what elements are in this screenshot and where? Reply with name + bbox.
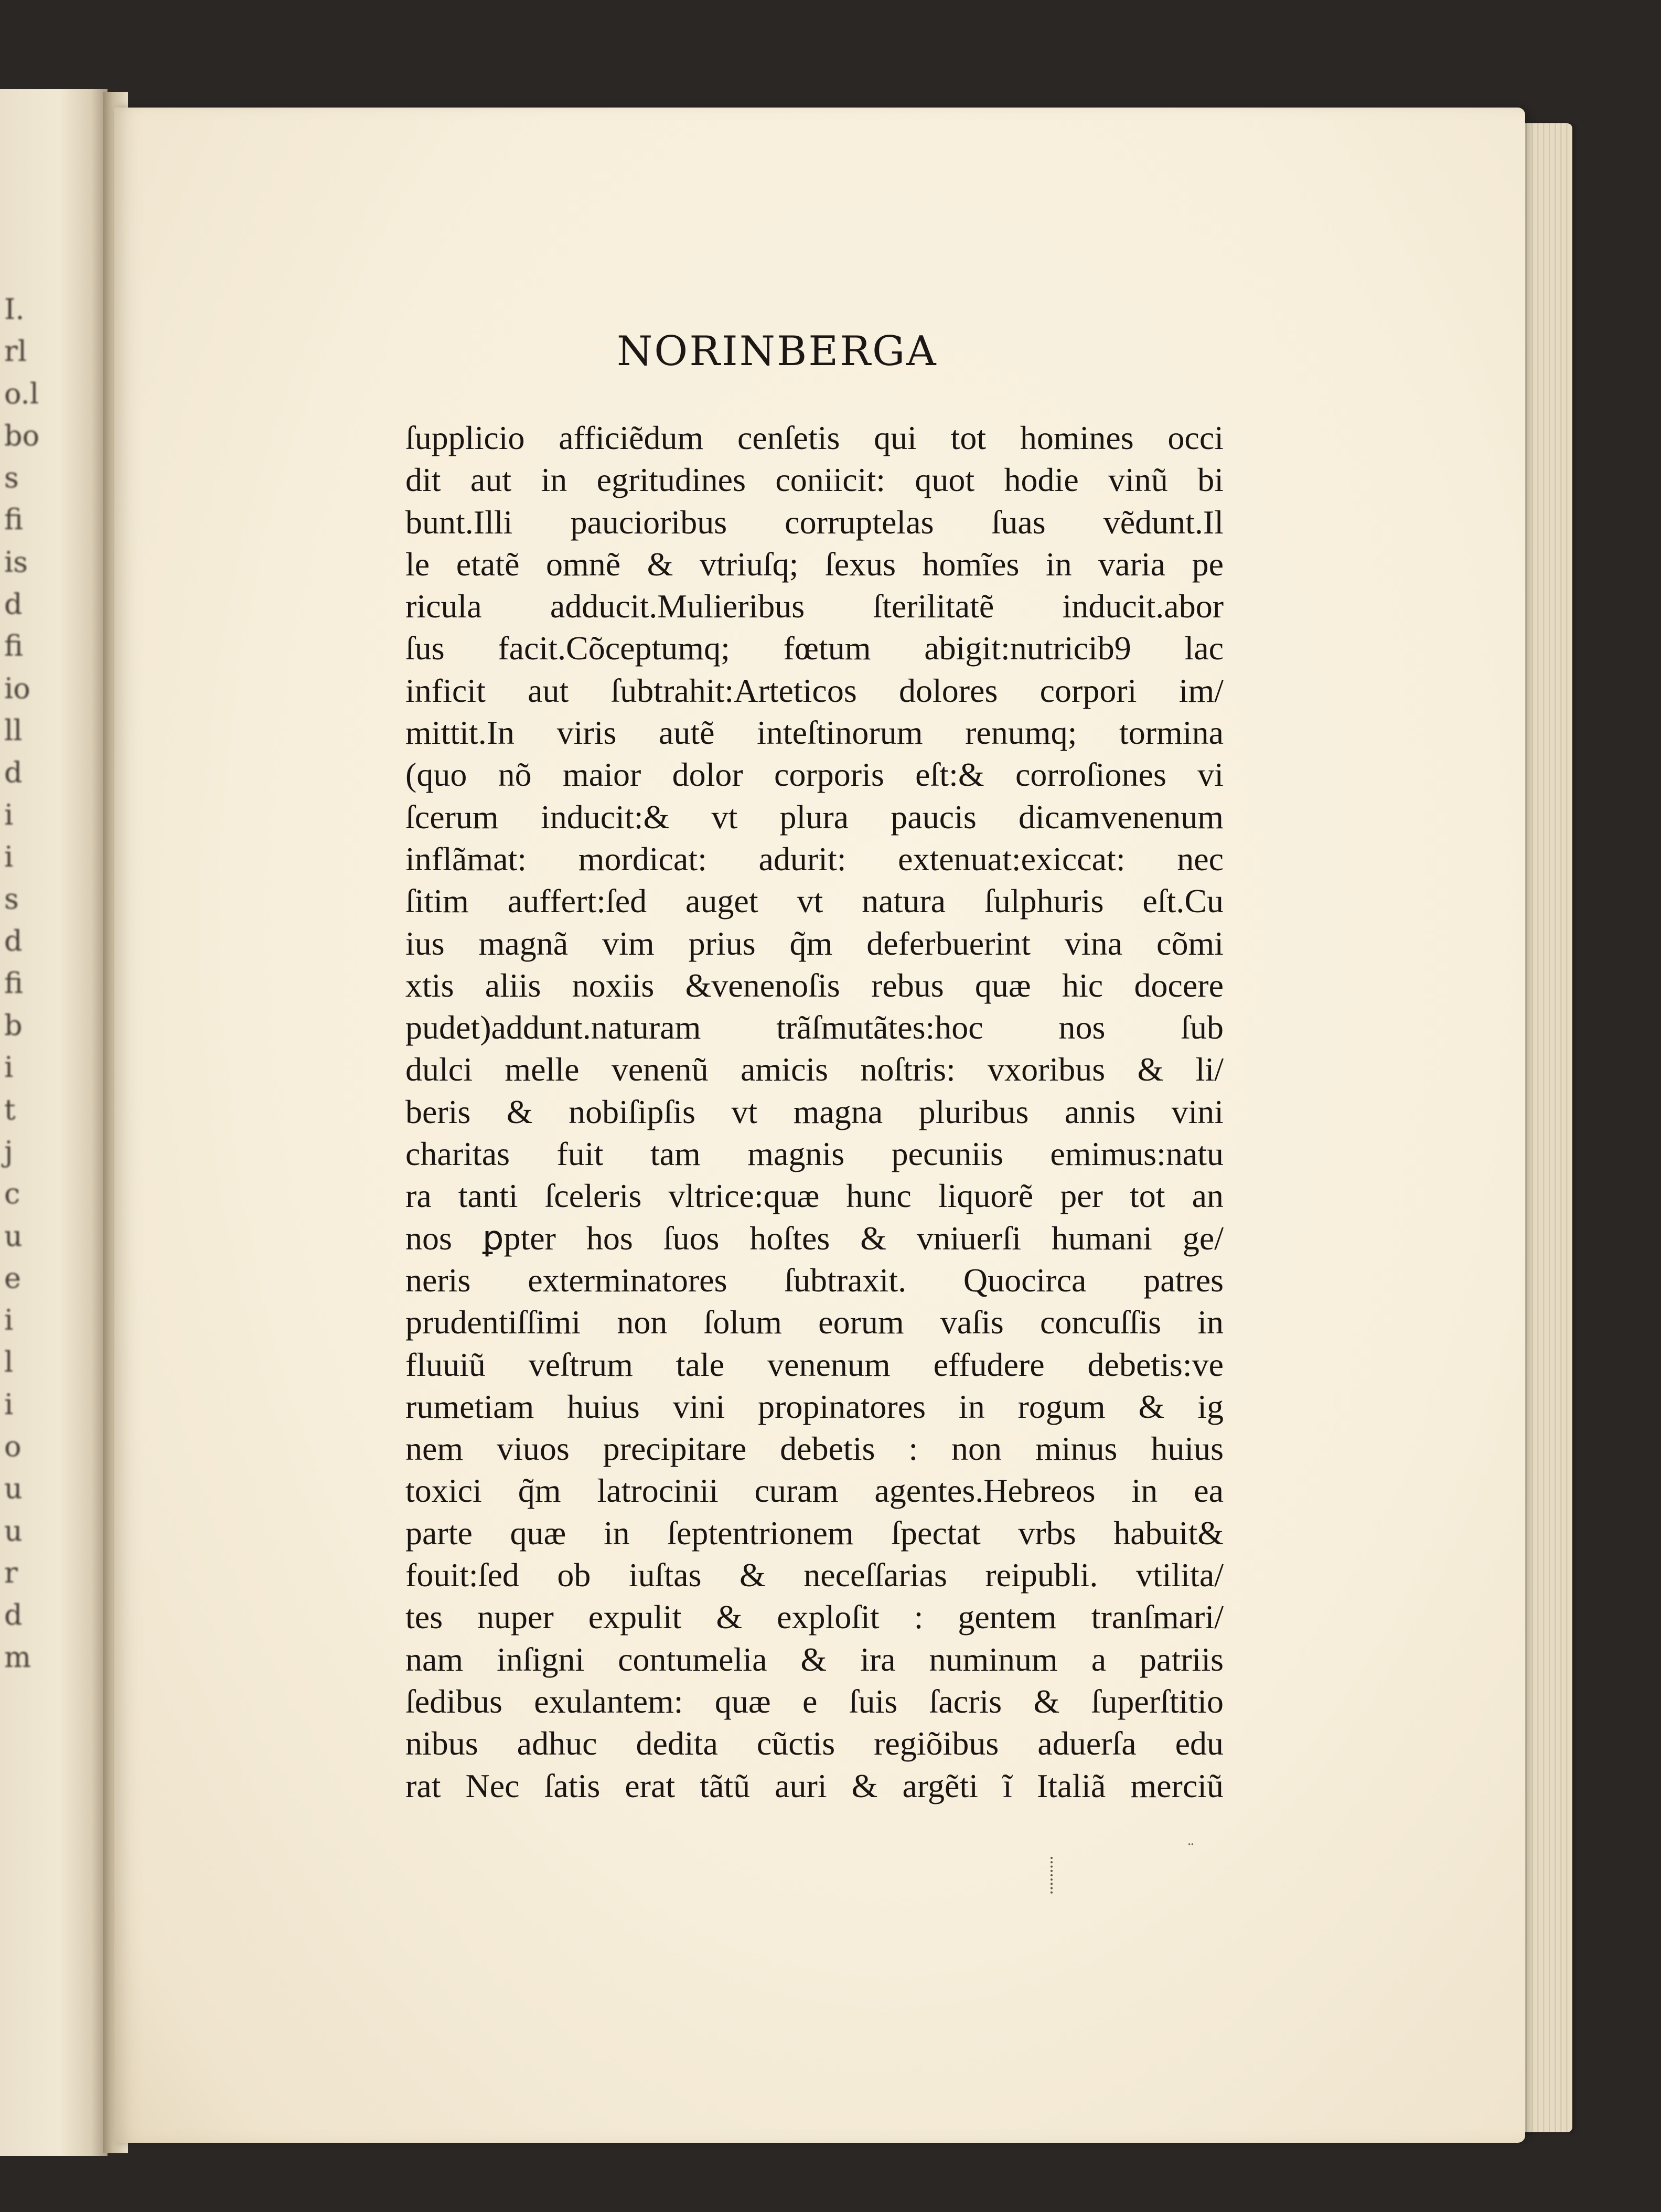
text-line: dulci melle venenũ amicis noſtris: vxoribus & li/ xyxy=(405,1051,1224,1088)
text-line: ra tanti ſceleris vltrice:quæ hunc liquorẽ per tot an xyxy=(405,1177,1224,1215)
left-page-fragment: bo xyxy=(4,419,40,452)
text-line: nos ꝑpter hos ſuos hoſtes & vniuerſi humani ge/ xyxy=(405,1219,1224,1257)
text-line: toxici q̃m latrocinii curam agentes.Hebreos in ea xyxy=(405,1472,1224,1510)
left-page-fragment: fi xyxy=(4,503,24,537)
text-line: ſupplicio afficiẽdum cenſetis qui tot homines occi xyxy=(405,419,1224,456)
left-page-fragment: i xyxy=(4,798,14,831)
text-line: le etatẽ omnẽ & vtriuſq; ſexus homĩes in varia pe xyxy=(405,545,1224,583)
left-page-fragment: s xyxy=(4,882,19,916)
text-line: inflãmat: mordicat: adurit: extenuat:exiccat: nec xyxy=(405,840,1224,878)
running-head: NORINBERGA xyxy=(617,328,938,375)
text-line: nem viuos precipitare debetis : non minus huius xyxy=(405,1430,1224,1468)
left-page-fragment: u xyxy=(4,1514,23,1547)
text-line: neris exterminatores ſubtraxit. Quocirca patres xyxy=(405,1261,1224,1299)
left-page-fragment: r xyxy=(4,1556,18,1589)
left-page-fragments xyxy=(4,288,88,1679)
left-page-fragment: i xyxy=(4,1303,14,1337)
text-line: rat Nec ſatis erat tãtũ auri & argẽti ĩ Italiã merciũ xyxy=(405,1767,1224,1804)
text-line: bunt.Illi paucioribus corruptelas ſuas vẽdunt.Il xyxy=(405,503,1224,541)
left-page-fragment: u xyxy=(4,1219,23,1253)
left-page-fragment: ll xyxy=(4,713,23,747)
corner-mark: ¨ xyxy=(1187,1841,1195,1860)
left-page-fragment: u xyxy=(4,1472,23,1505)
text-line: parte quæ in ſeptentrionem ſpectat vrbs habuit& xyxy=(405,1514,1224,1552)
left-page-fragment: io xyxy=(4,671,30,705)
signature-mark xyxy=(1051,1857,1057,1894)
text-line: charitas fuit tam magnis pecuniis emimus:natu xyxy=(405,1135,1224,1173)
left-page-fragment: fi xyxy=(4,629,24,663)
left-page-fragment: m xyxy=(4,1640,31,1674)
text-line: tes nuper expulit & exploſit : gentem tranſmari/ xyxy=(405,1598,1224,1636)
left-page-fragment: o xyxy=(4,1430,22,1463)
text-line: pudet)addunt.naturam trãſmutãtes:hoc nos ſub xyxy=(405,1009,1224,1046)
left-page-fragment: fi xyxy=(4,966,24,1000)
left-page-fragment: d xyxy=(4,1598,23,1632)
text-line: ſedibus exulantem: quæ e ſuis ſacris & ſuperſtitio xyxy=(405,1682,1224,1720)
left-page-fragment: c xyxy=(4,1177,20,1211)
left-page-fragment: b xyxy=(4,1009,23,1042)
text-line: ſitim auffert:ſed auget vt natura ſulphuris eſt.Cu xyxy=(405,882,1224,920)
text-line: rumetiam huius vini propinatores in rogum & ig xyxy=(405,1387,1224,1425)
text-line: inficit aut ſubtrahit:Arteticos dolores corpori im/ xyxy=(405,671,1224,709)
text-line: nam inſigni contumelia & ira numinum a patriis xyxy=(405,1640,1224,1678)
text-line: mittit.In viris autẽ inteſtinorum renumq; tormina xyxy=(405,714,1224,752)
text-line: prudentiſſimi non ſolum eorum vaſis concuſſis in xyxy=(405,1303,1224,1341)
left-page-fragment: i xyxy=(4,1051,14,1084)
text-line: beris & nobiſipſis vt magna pluribus annis vini xyxy=(405,1093,1224,1130)
main-page xyxy=(114,108,1525,2143)
left-page xyxy=(0,89,108,2156)
text-line: dit aut in egritudines coniicit: quot hodie vinũ bi xyxy=(405,461,1224,499)
text-line: xtis aliis noxiis &venenoſis rebus quæ hic docere xyxy=(405,966,1224,1004)
left-page-fragment: rl xyxy=(4,335,27,368)
left-page-fragment: l xyxy=(4,1345,14,1379)
left-page-fragment: s xyxy=(4,461,19,495)
text-line: (quo nõ maior dolor corporis eſt:& corroſiones vi xyxy=(405,756,1224,794)
left-page-fragment: o.l xyxy=(4,377,39,410)
text-line: ſus facit.Cõceptumq; fœtum abigit:nutricib9 lac xyxy=(405,629,1224,667)
left-page-fragment: t xyxy=(4,1093,16,1126)
left-page-fragment: i xyxy=(4,1387,14,1421)
text-line: nibus adhuc dedita cũctis regiõibus aduerſa edu xyxy=(405,1725,1224,1762)
left-page-fragment: d xyxy=(4,756,23,789)
left-page-fragment: I. xyxy=(4,293,25,326)
left-page-fragment: is xyxy=(4,545,28,579)
left-page-fragment: d xyxy=(4,924,23,958)
left-page-fragment: d xyxy=(4,587,23,621)
text-line: fluuiũ veſtrum tale venenum effudere debetis:ve xyxy=(405,1345,1224,1383)
text-line: fouit:ſed ob iuſtas & neceſſarias reipubli. vtilita/ xyxy=(405,1556,1224,1594)
text-line: ſcerum inducit:& vt plura paucis dicamvenenum xyxy=(405,798,1224,836)
left-page-fragment: j xyxy=(4,1135,13,1168)
left-page-fragment: e xyxy=(4,1261,21,1295)
text-block xyxy=(405,417,1224,1807)
text-line: ius magnã vim prius q̃m deferbuerint vina cõmi xyxy=(405,924,1224,962)
text-line: ricula adducit.Mulieribus ſterilitatẽ inducit.abor xyxy=(405,587,1224,625)
left-page-fragment: i xyxy=(4,840,14,873)
